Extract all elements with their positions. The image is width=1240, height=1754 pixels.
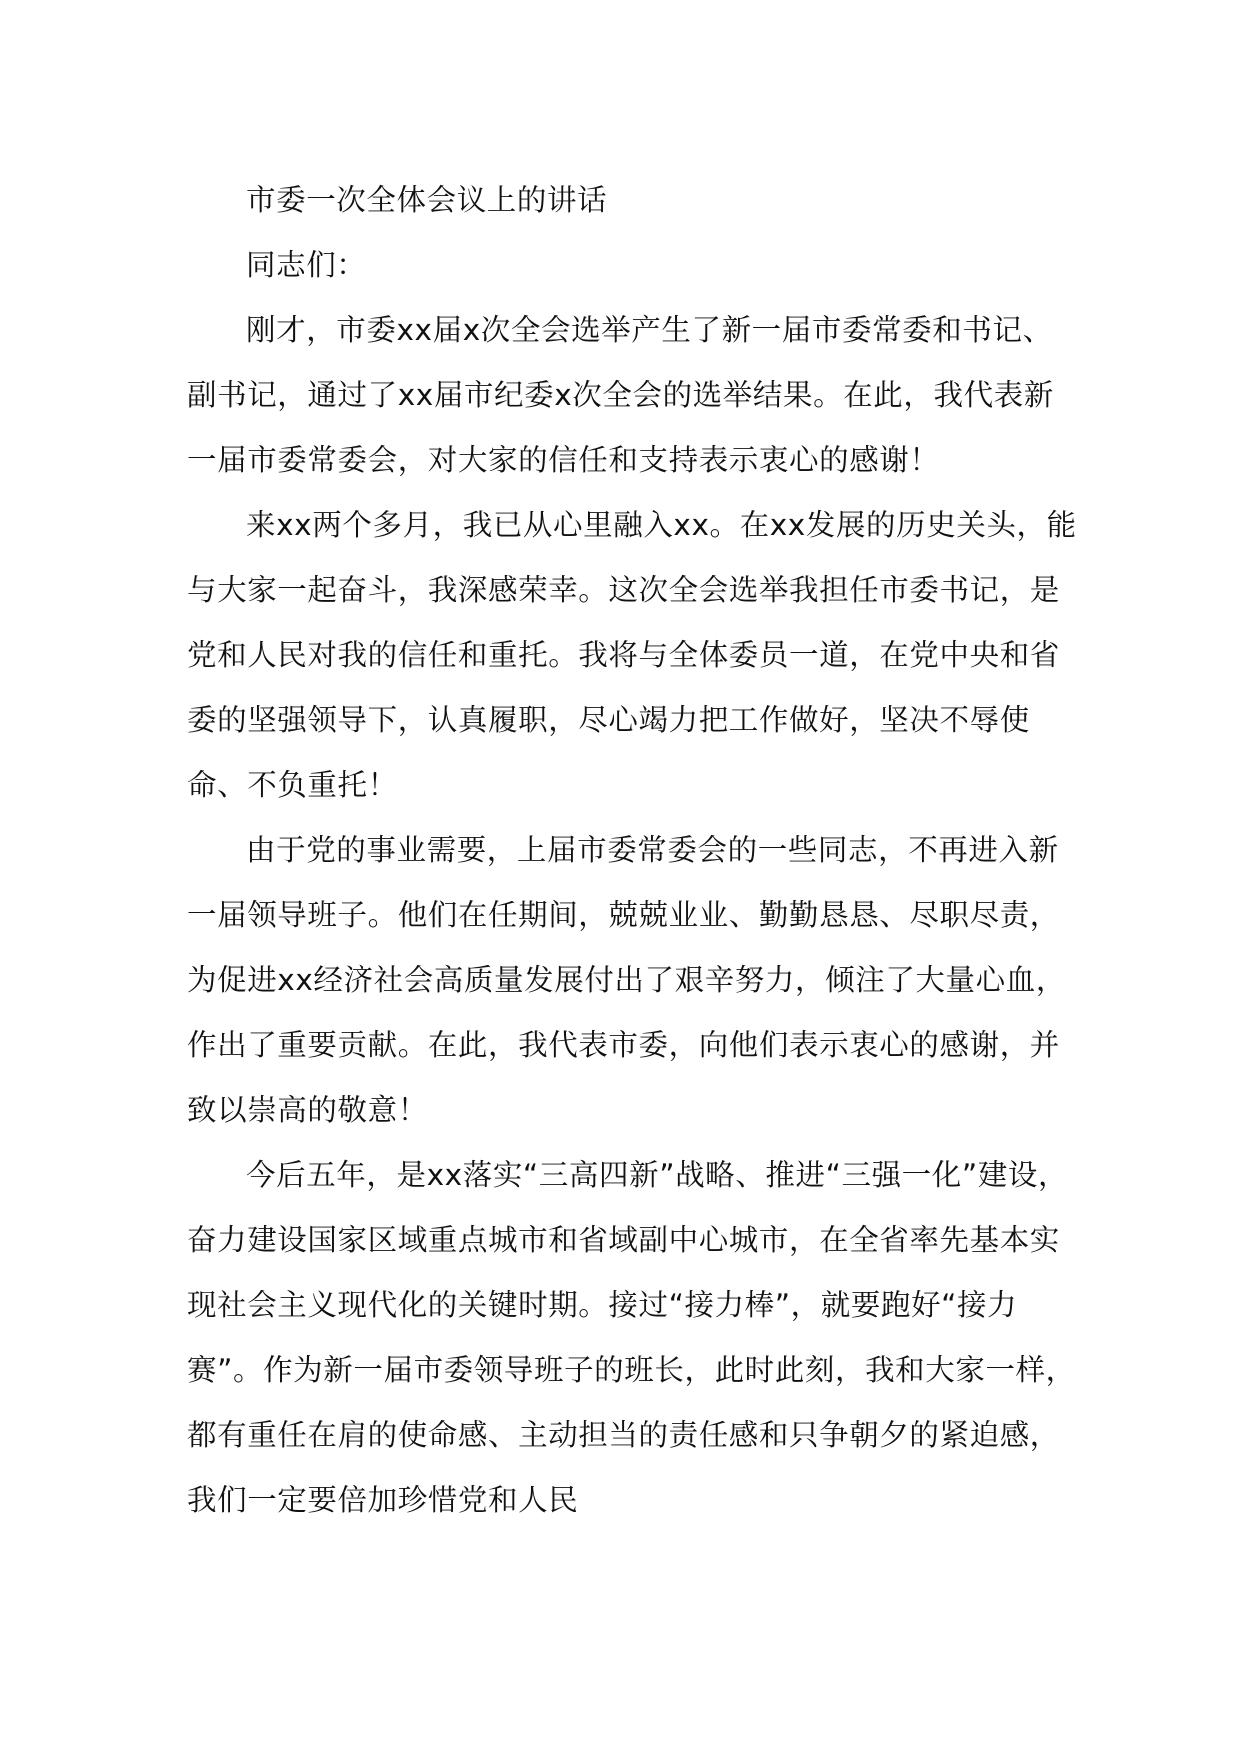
paragraph-2: 来xx两个多月，我已从心里融入xx。在xx发展的历史关头，能与大家一起奋斗，我深感荣幸。这次全会选举我担任市委书记，是党和人民对我的信任和重托。我将与全体委员一道，在党中央和省委的坚强领导下，认真履职，尽心竭力把工作做好，坚决不辱使命、不负重托！ [187, 508, 1077, 802]
paragraph-1: 刚才，市委xx届x次全会选举产生了新一届市委常委和书记、副书记，通过了xx届市纪委x次全会的选举结果。在此，我代表新一届市委常委会，对大家的信任和支持表示衷心的感谢！ [187, 313, 1054, 477]
paragraph-4: 今后五年，是xx落实“三高四新”战略、推进“三强一化”建设，奋力建设国家区域重点城市和省域副中心城市，在全省率先基本实现社会主义现代化的关键时期。接过“接力棒”，就要跑好“接力赛”。作为新一届市委领导班子的班长，此时此刻，我和大家一样，都有重任在肩的使命感、主动担当的责任感和只争朝夕的紧迫感，我们一定要倍加珍惜党和人民 [187, 1158, 1076, 1517]
document-body [187, 168, 1077, 1533]
document-title: 市委一次全体会议上的讲话 [246, 183, 608, 217]
paragraph-3: 由于党的事业需要，上届市委常委会的一些同志，不再进入新一届领导班子。他们在任期间，兢兢业业、勤勤恳恳、尽职尽责，为促进xx经济社会高质量发展付出了艰辛努力，倾注了大量心血，作出了重要贡献。在此，我代表市委，向他们表示衷心的感谢，并致以崇高的敬意！ [187, 833, 1066, 1127]
salutation: 同志们： [246, 248, 367, 282]
